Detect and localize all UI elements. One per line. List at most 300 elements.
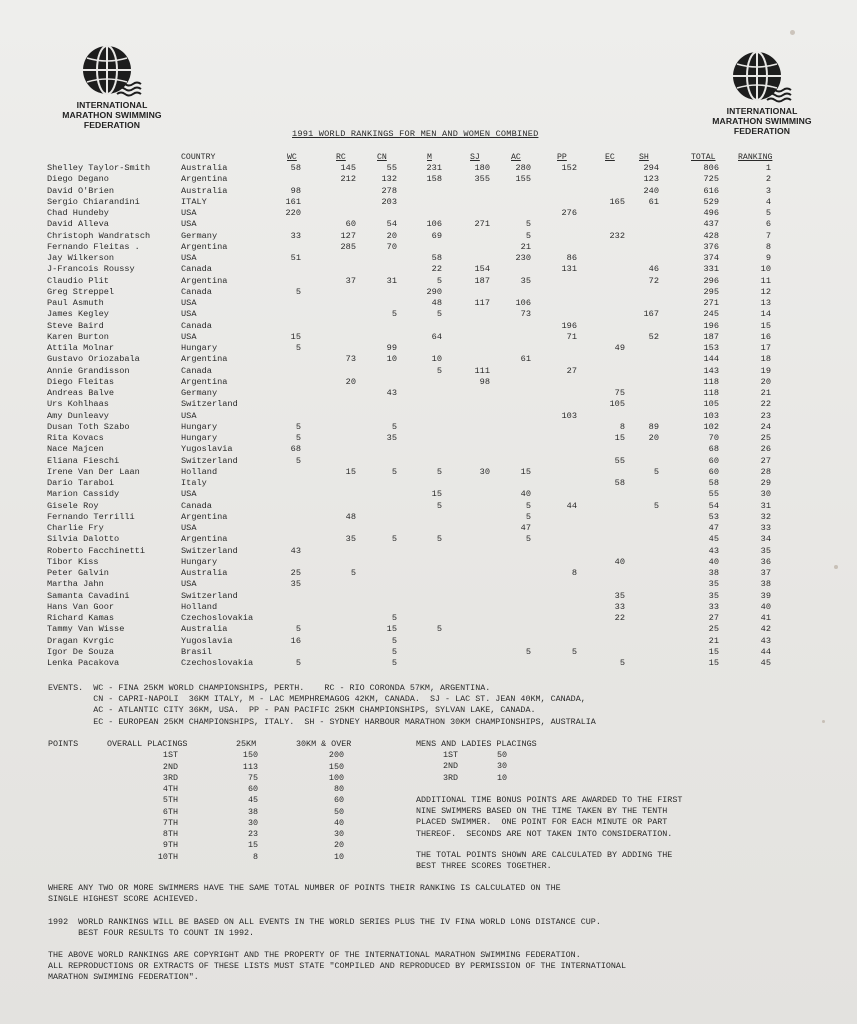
cell-total: 47 [708, 523, 719, 533]
cell-name: Martha Jahn [47, 579, 104, 590]
cell-ac: 5 [525, 230, 531, 241]
bonus-line: THEREOF. SECONDS ARE NOT TAKEN INTO CONSIDERATION. [416, 828, 673, 839]
mens-ladies-place: 2ND [443, 761, 459, 772]
cell-sh: 52 [648, 331, 659, 342]
cell-name: Nace Majcen [47, 444, 104, 455]
cell-country: Switzerland [181, 455, 238, 466]
cell-ac: 61 [520, 354, 531, 365]
table-row [0, 444, 857, 455]
cell-total: 27 [708, 613, 719, 623]
cell-wc: 68 [290, 444, 301, 455]
cell-m: 69 [431, 230, 442, 241]
cell-total: 428 [703, 230, 719, 241]
cell-name: Andreas Balve [47, 388, 115, 398]
cell-rank: 23 [760, 410, 771, 421]
cell-name: Dragan Kvrgic [47, 635, 115, 646]
cell-sj: 98 [479, 376, 490, 387]
cell-country: USA [181, 331, 197, 342]
table-row [0, 501, 857, 512]
cell-country: Argentina [181, 275, 228, 286]
cell-name: Tibor Kiss [47, 556, 99, 567]
cell-cn: 5 [391, 466, 397, 477]
cell-total: 35 [708, 590, 719, 601]
points-p30: 10 [333, 851, 344, 862]
cell-total: 43 [708, 545, 719, 556]
cell-ac: 280 [515, 163, 531, 173]
cell-name: James Kegley [47, 309, 109, 320]
cell-cn: 55 [386, 163, 397, 173]
cell-cn: 5 [391, 534, 397, 545]
cell-country: Argentina [181, 354, 228, 365]
cell-pp: 71 [566, 331, 577, 342]
mens-ladies-table [0, 750, 857, 784]
mens-ladies-row [0, 761, 857, 772]
cell-ec: 232 [609, 230, 625, 241]
cell-name: Gustavo Oriozabala [47, 354, 140, 365]
cell-rank: 6 [765, 219, 771, 230]
cell-country: USA [181, 489, 197, 500]
cell-cn: 70 [386, 241, 397, 252]
cell-ec: 33 [614, 601, 625, 612]
cell-rank: 39 [760, 590, 771, 601]
cell-cn: 203 [381, 196, 397, 207]
points-p25: 60 [247, 784, 258, 794]
points-p25: 15 [247, 840, 258, 851]
cell-sh: 5 [653, 466, 659, 477]
cell-rank: 35 [760, 545, 771, 556]
table-row [0, 354, 857, 365]
table-row [0, 411, 857, 422]
cell-cn: 5 [391, 309, 397, 320]
table-row [0, 242, 857, 253]
cell-cn: 99 [386, 343, 397, 353]
cell-rank: 27 [760, 455, 771, 466]
points-p25: 30 [247, 817, 258, 828]
cell-sj: 355 [474, 174, 490, 185]
cell-ac: 35 [520, 275, 531, 286]
cell-rank: 21 [760, 388, 771, 398]
points-place: 7TH [162, 817, 178, 828]
table-row [0, 433, 857, 444]
cell-name: Dario Taraboi [47, 478, 115, 488]
points-p30: 80 [333, 784, 344, 794]
mens-ladies-pts: 10 [497, 772, 508, 783]
cell-name: Fernando Fleitas . [47, 241, 140, 252]
table-row [0, 422, 857, 433]
cell-cn: 278 [381, 185, 397, 196]
cell-wc: 58 [290, 163, 301, 173]
table-row [0, 456, 857, 467]
cell-pp: 27 [566, 365, 577, 376]
cell-sj: 111 [474, 365, 490, 376]
cell-ec: 105 [609, 399, 625, 410]
cell-total: 103 [703, 410, 719, 421]
cell-rc: 145 [340, 163, 356, 173]
points-p30: 150 [328, 761, 344, 772]
cell-ac: 21 [520, 241, 531, 252]
points-place: 4TH [162, 784, 178, 794]
cell-ec: 55 [614, 455, 625, 466]
globe-wave-icon [77, 42, 147, 100]
bonus-note [416, 795, 682, 840]
cell-rank: 28 [760, 466, 771, 477]
logo-line-1: INTERNATIONAL [726, 106, 798, 116]
header-rc: RC [336, 153, 346, 162]
cell-ac: 230 [515, 253, 531, 263]
cell-m: 5 [436, 534, 442, 545]
cell-country: Yugoslavia [181, 444, 233, 455]
mens-ladies-label: MENS AND LADIES PLACINGS [416, 739, 537, 749]
cell-total: 496 [703, 208, 719, 218]
cell-rank: 2 [765, 174, 771, 185]
cell-sj: 154 [474, 264, 490, 275]
cell-rank: 36 [760, 556, 771, 567]
points-label: POINTS [48, 739, 79, 749]
cell-rc: 15 [345, 466, 356, 477]
cell-cn: 20 [386, 230, 397, 241]
cell-rank: 7 [765, 230, 771, 241]
cell-pp: 103 [561, 410, 577, 421]
ranking1992-line: 1992 WORLD RANKINGS WILL BE BASED ON ALL EVENTS IN THE WORLD SERIES PLUS THE IV FINA WORLD LONG DISTANCE CUP. [48, 917, 601, 927]
cell-country: Australia [181, 624, 228, 635]
cell-rc: 5 [350, 568, 356, 578]
cell-country: USA [181, 410, 197, 421]
cell-country: USA [181, 298, 197, 308]
logo-line-2: MARATHON SWIMMING [712, 116, 812, 126]
cell-country: Argentina [181, 174, 228, 185]
cell-rank: 34 [760, 534, 771, 545]
table-row [0, 613, 857, 624]
cell-name: Samanta Cavadini [47, 590, 130, 601]
cell-cn: 5 [391, 613, 397, 623]
cell-m: 290 [426, 286, 442, 297]
cell-m: 5 [436, 500, 442, 511]
cell-country: Czechoslovakia [181, 658, 254, 668]
cell-total: 271 [703, 298, 719, 308]
table-row [0, 512, 857, 523]
cell-wc: 43 [290, 545, 301, 556]
cell-rc: 73 [345, 354, 356, 365]
cell-sh: 61 [648, 196, 659, 207]
cell-total: 118 [703, 376, 719, 387]
cell-ec: 15 [614, 433, 625, 443]
cell-name: Sergio Chiarandini [47, 196, 140, 207]
cell-m: 5 [436, 365, 442, 376]
cell-rc: 60 [345, 219, 356, 230]
header-ac: AC [511, 153, 521, 162]
cell-rank: 1 [765, 163, 771, 173]
cell-country: Hungary [181, 421, 218, 432]
table-row [0, 208, 857, 219]
cell-ac: 15 [520, 466, 531, 477]
cell-sh: 167 [643, 309, 659, 320]
cell-m: 22 [431, 264, 442, 275]
points-p30: 40 [333, 817, 344, 828]
cell-rank: 30 [760, 489, 771, 500]
cell-country: Australia [181, 185, 228, 196]
cell-country: Germany [181, 230, 218, 241]
cell-total: 296 [703, 275, 719, 286]
cell-rank: 20 [760, 376, 771, 387]
cell-rank: 44 [760, 646, 771, 657]
header-cn: CN [377, 153, 387, 162]
table-row [0, 264, 857, 275]
cell-total: 245 [703, 309, 719, 320]
cell-wc: 5 [295, 421, 301, 432]
document-title: 1991 WORLD RANKINGS FOR MEN AND WOMEN COMBINED [292, 129, 539, 139]
cell-pp: 196 [561, 320, 577, 331]
cell-rank: 25 [760, 433, 771, 443]
cell-name: Rita Kovacs [47, 433, 104, 443]
cell-name: Igor De Souza [47, 646, 115, 657]
table-row [0, 186, 857, 197]
cell-total: 616 [703, 185, 719, 196]
col-30km-label: 30KM & OVER [296, 739, 352, 749]
cell-name: Peter Galvin [47, 568, 109, 578]
cell-rank: 43 [760, 635, 771, 646]
table-row [0, 343, 857, 354]
cell-rc: 127 [340, 230, 356, 241]
table-row [0, 602, 857, 613]
table-row [0, 399, 857, 410]
tie-line: WHERE ANY TWO OR MORE SWIMMERS HAVE THE SAME TOTAL NUMBER OF POINTS THEIR RANKING IS CALCULATED ON THE [48, 883, 561, 893]
ranking-1992-note [48, 917, 601, 939]
globe-wave-icon [727, 48, 797, 106]
table-row [0, 534, 857, 545]
cell-total: 68 [708, 444, 719, 455]
cell-total: 806 [703, 163, 719, 173]
logo-line-2: MARATHON SWIMMING [62, 110, 162, 120]
table-row [0, 332, 857, 343]
cell-ec: 165 [609, 196, 625, 207]
cell-total: 144 [703, 354, 719, 365]
points-p30: 20 [333, 840, 344, 851]
tie-rule-note [48, 883, 561, 905]
cell-rank: 18 [760, 354, 771, 365]
cell-rank: 17 [760, 343, 771, 353]
cell-cn: 132 [381, 174, 397, 185]
header-country: COUNTRY [181, 153, 216, 162]
table-row [0, 591, 857, 602]
points-p30: 50 [333, 806, 344, 817]
cell-country: Holland [181, 466, 218, 477]
total-line: THE TOTAL POINTS SHOWN ARE CALCULATED BY ADDING THE [416, 850, 673, 860]
logo-line-1: INTERNATIONAL [76, 100, 148, 110]
cell-wc: 98 [290, 185, 301, 196]
cell-ac: 73 [520, 309, 531, 320]
cell-country: ITALY [181, 196, 207, 207]
cell-ec: 35 [614, 590, 625, 601]
cell-ac: 5 [525, 500, 531, 511]
cell-rank: 10 [760, 264, 771, 275]
copyright-note [48, 950, 626, 984]
cell-country: USA [181, 219, 197, 230]
table-row [0, 231, 857, 242]
cell-ec: 22 [614, 613, 625, 623]
cell-rank: 14 [760, 309, 771, 320]
cell-ec: 58 [614, 478, 625, 488]
table-row [0, 478, 857, 489]
points-place: 1ST [162, 750, 178, 761]
cell-total: 21 [708, 635, 719, 646]
cell-name: Fernando Terrilli [47, 511, 135, 522]
cell-country: Hungary [181, 433, 218, 443]
logo-line-3: FEDERATION [733, 126, 791, 136]
events-legend [48, 683, 596, 728]
cell-ac: 155 [515, 174, 531, 185]
points-place: 5TH [162, 795, 178, 806]
cell-name: Roberto Facchinetti [47, 545, 145, 556]
cell-country: Brasil [181, 646, 212, 657]
cell-rank: 29 [760, 478, 771, 488]
cell-cn: 5 [391, 635, 397, 646]
cell-sj: 180 [474, 163, 490, 173]
cell-rank: 38 [760, 579, 771, 590]
cell-country: Switzerland [181, 399, 238, 410]
points-place: 3RD [162, 772, 178, 783]
cell-rank: 16 [760, 331, 771, 342]
table-row [0, 287, 857, 298]
cell-total: 54 [708, 500, 719, 511]
cell-ec: 5 [619, 658, 625, 668]
table-row [0, 568, 857, 579]
cell-pp: 152 [561, 163, 577, 173]
cell-name: David O'Brien [47, 185, 115, 196]
cell-total: 45 [708, 534, 719, 545]
cell-name: Irene Van Der Laan [47, 466, 140, 477]
cell-country: USA [181, 208, 197, 218]
cell-total: 60 [708, 466, 719, 477]
cell-cn: 10 [386, 354, 397, 365]
cell-ec: 8 [619, 421, 625, 432]
points-place: 6TH [162, 806, 178, 817]
cell-rank: 9 [765, 253, 771, 263]
cell-cn: 35 [386, 433, 397, 443]
cell-ac: 5 [525, 219, 531, 230]
cell-m: 10 [431, 354, 442, 365]
header-sj: SJ [470, 153, 480, 162]
cell-total: 376 [703, 241, 719, 252]
header-wc: WC [287, 153, 297, 162]
tie-line: SINGLE HIGHEST SCORE ACHIEVED. [48, 894, 199, 905]
total-note [416, 850, 672, 872]
cell-rank: 3 [765, 185, 771, 196]
cell-rank: 13 [760, 298, 771, 308]
points-p30: 30 [333, 829, 344, 839]
cell-ec: 49 [614, 343, 625, 353]
table-row [0, 366, 857, 377]
cell-rc: 20 [345, 376, 356, 387]
cell-wc: 5 [295, 455, 301, 466]
table-row [0, 546, 857, 557]
cell-total: 105 [703, 399, 719, 410]
header-m: M [427, 153, 432, 162]
cell-country: Czechoslovakia [181, 613, 254, 623]
cell-sh: 46 [648, 264, 659, 275]
cell-name: Marion Cassidy [47, 489, 120, 500]
events-line: AC - ATLANTIC CITY 36KM, USA. PP - PAN PACIFIC 25KM CHAMPIONSHIPS, SYLVAN LAKE, CANADA. [48, 705, 536, 716]
table-row [0, 388, 857, 399]
federation-logo-left [56, 42, 168, 130]
cell-ac: 5 [525, 646, 531, 657]
points-p30: 200 [328, 750, 344, 761]
cell-m: 58 [431, 253, 442, 263]
cell-rc: 285 [340, 241, 356, 252]
cell-rank: 40 [760, 601, 771, 612]
cell-name: Paul Asmuth [47, 298, 104, 308]
cell-m: 64 [431, 331, 442, 342]
cell-rank: 37 [760, 568, 771, 578]
cell-country: Canada [181, 500, 212, 511]
cell-total: 35 [708, 579, 719, 590]
cell-name: Diego Degano [47, 174, 109, 185]
cell-name: David Alleva [47, 219, 109, 230]
cell-rank: 8 [765, 241, 771, 252]
points-p30: 60 [333, 795, 344, 806]
mens-ladies-row [0, 750, 857, 761]
mens-ladies-row [0, 773, 857, 784]
cell-m: 48 [431, 298, 442, 308]
cell-name: Annie Grandisson [47, 365, 130, 376]
cell-wc: 5 [295, 286, 301, 297]
mens-ladies-place: 1ST [443, 750, 459, 760]
cell-rank: 4 [765, 196, 771, 207]
cell-rank: 41 [760, 613, 771, 623]
cell-rank: 31 [760, 500, 771, 511]
cell-rc: 48 [345, 511, 356, 522]
cell-cn: 43 [386, 388, 397, 398]
cell-pp: 86 [566, 253, 577, 263]
cell-total: 374 [703, 253, 719, 263]
overall-placings-label: OVERALL PLACINGS [107, 739, 188, 749]
cell-country: USA [181, 309, 197, 320]
cell-wc: 15 [290, 331, 301, 342]
points-place: 9TH [162, 840, 178, 851]
cell-sj: 117 [474, 298, 490, 308]
cell-country: Hungary [181, 556, 218, 567]
cell-sh: 240 [643, 185, 659, 196]
table-row [0, 658, 857, 669]
mens-ladies-place: 3RD [443, 772, 459, 783]
cell-name: Karen Burton [47, 331, 109, 342]
cell-sh: 5 [653, 500, 659, 511]
points-row [0, 784, 857, 795]
points-p25: 150 [242, 750, 258, 761]
cell-country: Yugoslavia [181, 635, 233, 646]
cell-total: 25 [708, 624, 719, 635]
points-p25: 8 [252, 851, 258, 862]
cell-m: 158 [426, 174, 442, 185]
mens-ladies-pts: 30 [497, 761, 508, 772]
cell-wc: 33 [290, 230, 301, 241]
table-row [0, 276, 857, 287]
cell-total: 53 [708, 511, 719, 522]
cell-name: Silvia Dalotto [47, 534, 120, 545]
cell-rank: 19 [760, 365, 771, 376]
cell-wc: 16 [290, 635, 301, 646]
cell-m: 5 [436, 624, 442, 635]
cell-name: Diego Fleitas [47, 376, 115, 387]
cell-country: Canada [181, 286, 212, 297]
cell-name: Jay Wilkerson [47, 253, 115, 263]
table-row [0, 253, 857, 264]
cell-country: Holland [181, 601, 218, 612]
cell-total: 70 [708, 433, 719, 443]
cell-name: Chad Hundeby [47, 208, 109, 218]
cell-wc: 5 [295, 343, 301, 353]
points-p25: 38 [247, 806, 258, 817]
cell-name: Charlie Fry [47, 523, 104, 533]
